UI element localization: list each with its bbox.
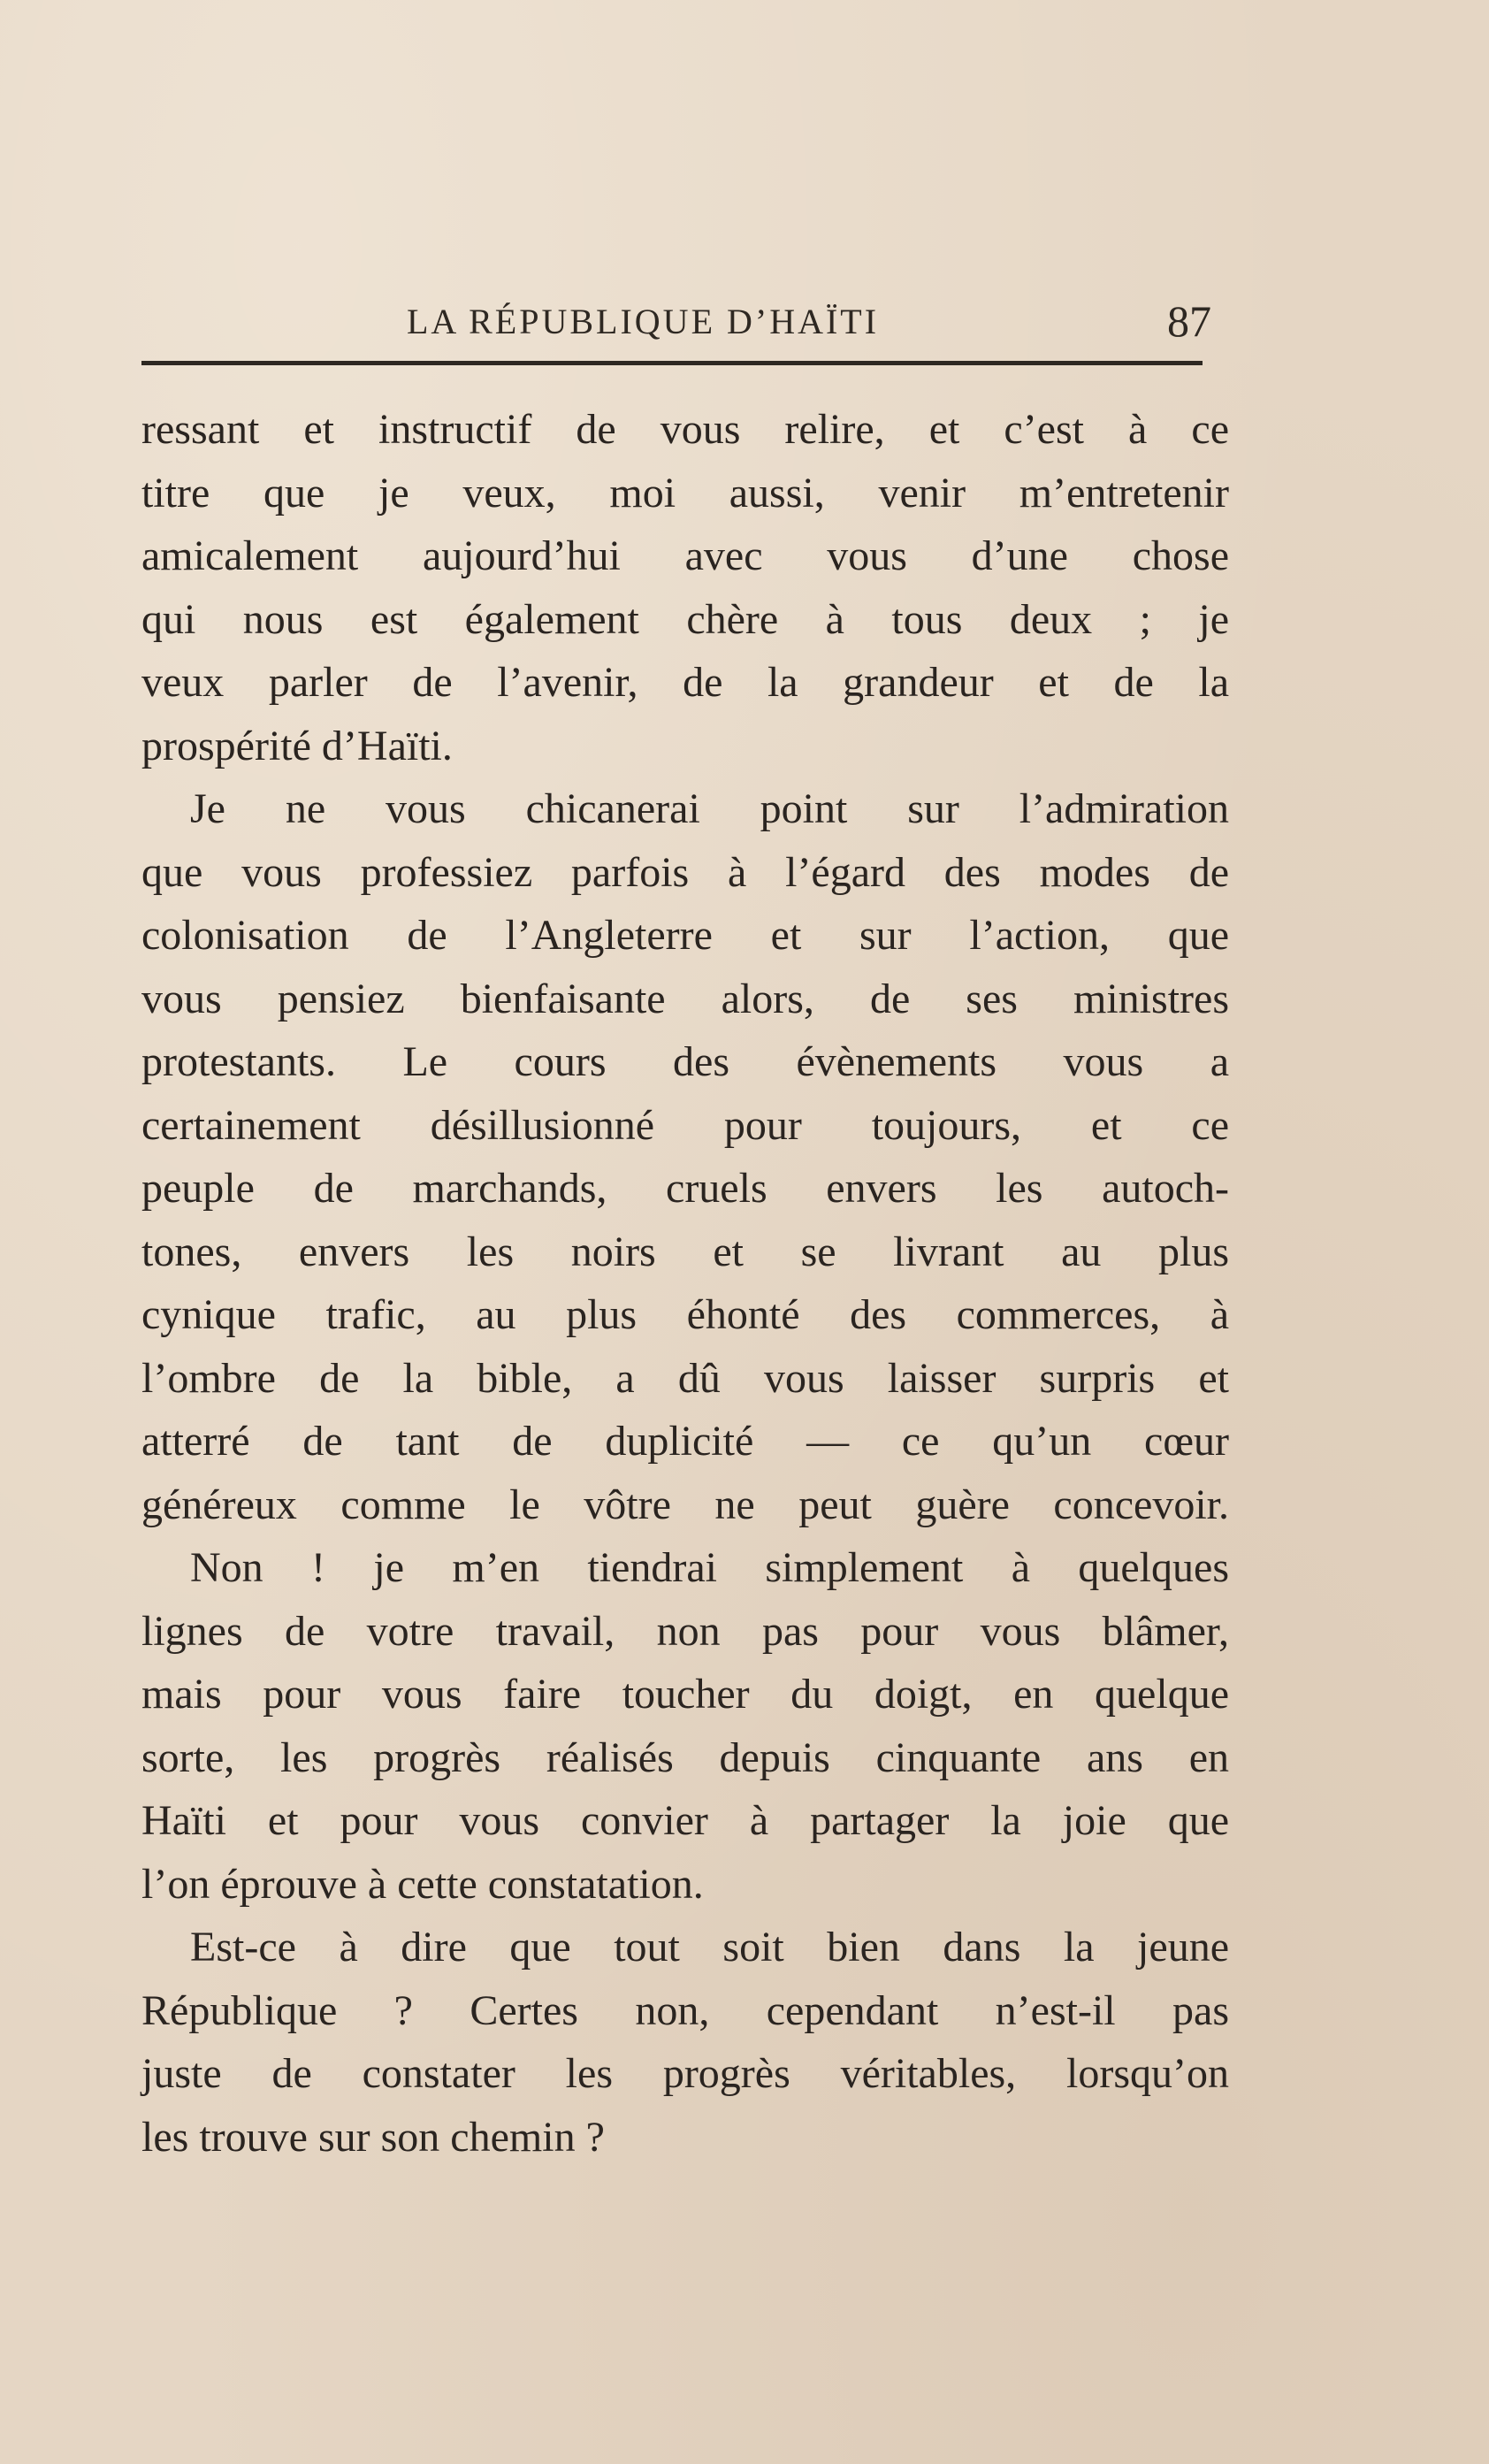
text-line: amicalement aujourd’hui avec vous d’une chose: [141, 532, 1229, 579]
text-line: juste de constater les progrès véritables, lorsqu’on: [141, 2050, 1229, 2097]
text-line: Haïti et pour vous convier à partager la joie que: [141, 1797, 1229, 1844]
text-line: République ? Certes non, cependant n’est-il pas: [141, 1986, 1229, 2034]
text-line: lignes de votre travail, non pas pour vous blâmer,: [141, 1607, 1229, 1655]
text-line: sorte, les progrès réalisés depuis cinquante ans en: [141, 1733, 1229, 1781]
text-line: Non ! je m’en tiendrai simplement à quelques: [190, 1544, 1229, 1591]
text-line: que vous professiez parfois à l’égard des modes de: [141, 848, 1229, 896]
text-line: peuple de marchands, cruels envers les autoch-: [141, 1165, 1229, 1212]
text-line: protestants. Le cours des évènements vous a: [141, 1038, 1229, 1085]
text-line: tones, envers les noirs et se livrant au plus: [141, 1228, 1229, 1275]
text-line: atterré de tant de duplicité — ce qu’un cœur: [141, 1418, 1229, 1465]
text-line: mais pour vous faire toucher du doigt, en quelque: [141, 1671, 1229, 1718]
text-line: qui nous est également chère à tous deux ; je: [141, 595, 1229, 643]
text-line: généreux comme le vôtre ne peut guère concevoir.: [141, 1481, 1229, 1528]
text-line: certainement désillusionné pour toujours, et ce: [141, 1101, 1229, 1149]
header-rule: [141, 361, 1203, 365]
body-text: [141, 398, 1229, 2169]
text-line: l’ombre de la bible, a dû vous laisser surpris et: [141, 1354, 1229, 1402]
text-line: titre que je veux, moi aussi, venir m’entretenir: [141, 469, 1229, 517]
text-line: l’on éprouve à cette constatation.: [141, 1860, 704, 1908]
running-title: LA RÉPUBLIQUE D’HAÏTI: [407, 302, 880, 341]
text-line: colonisation de l’Angleterre et sur l’action, que: [141, 912, 1229, 959]
text-line: ressant et instructif de vous relire, et c’est à ce: [141, 406, 1229, 453]
running-head: [141, 292, 1211, 354]
text-line: Je ne vous chicanerai point sur l’admiration: [190, 785, 1229, 832]
text-line: les trouve sur son chemin ?: [141, 2113, 605, 2161]
text-line: Est-ce à dire que tout soit bien dans la jeune: [190, 1924, 1229, 1970]
text-line: veux parler de l’avenir, de la grandeur et de la: [141, 659, 1229, 706]
text-line: vous pensiez bienfaisante alors, de ses ministres: [141, 975, 1229, 1022]
text-line: prospérité d’Haïti.: [141, 722, 453, 769]
page-number: 87: [1167, 296, 1211, 346]
text-line: cynique trafic, au plus éhonté des commerces, à: [141, 1291, 1229, 1338]
